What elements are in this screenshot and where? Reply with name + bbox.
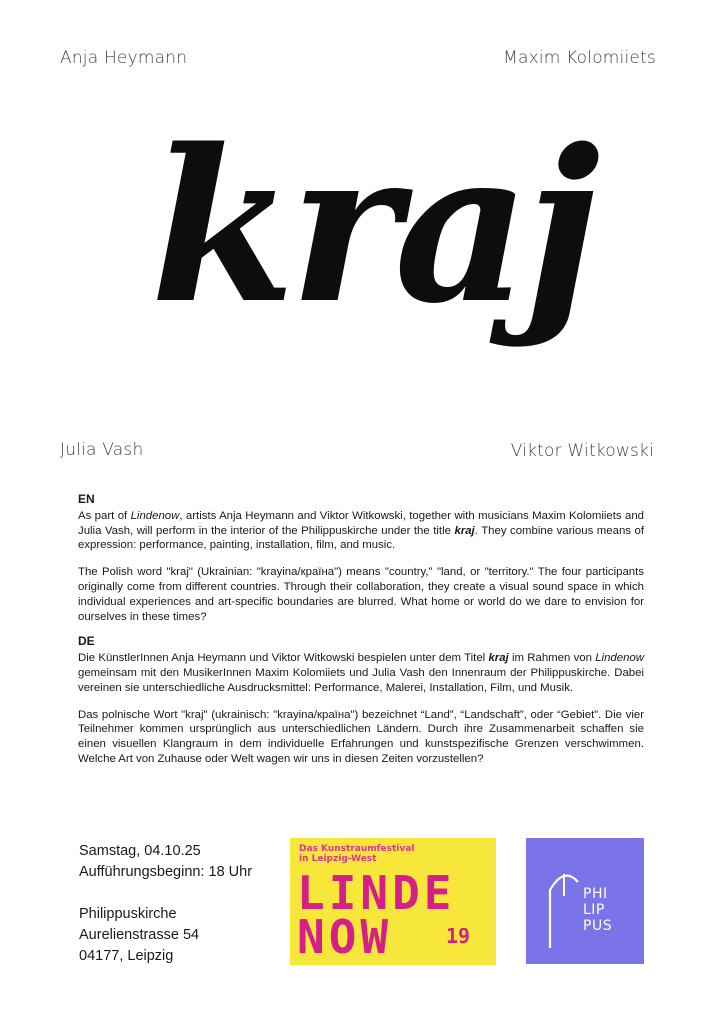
en-p1-mid: , artists Anja Heymann and Viktor Witkowski, together with musicians Maxim Kolomiiets and Julia Vash, will perform in the interior of the Philippuskirche under the title [78,509,644,537]
de-lindenow: Lindenow [595,652,644,665]
lindenow-edition-number: 19 [446,924,471,948]
lindenow-word-linde: LINDE [297,866,456,920]
title-block [150,82,595,422]
philippus-line-2: LIP [583,902,605,918]
en-p1-end: . They combine various means of expression: performance, painting, installation, film, and music. [78,524,644,552]
artist-name-julia-vash: Julia Vash [60,440,144,460]
english-paragraph-1 [78,509,644,553]
english-label: EN [78,492,95,506]
artist-name-maxim-kolomiiets: Maxim Kolomiiets [503,48,656,68]
artist-name-viktor-witkowski: Viktor Witkowski [510,441,654,461]
event-date: Samstag, 04.10.25 [79,843,201,859]
de-p1-end: gemeinsam mit den MusikerInnen Maxim Kolomiiets und Julia Vash den Innenraum der Philippuskirche. Dabei vereinen sie unterschiedliche Ausdrucksmittel: Performance, Malerei, Installation, Film, und Musik. [78,666,644,694]
english-paragraph-2: The Polish word "kraj" (Ukrainian: "krayina/країна") means "country," "land, or "territory." The four participants originally come from different countries. Through their collaboration, they create a visual sound space in which individual experiences and art-specific boundaries are blurred. What home or world do we dare to envision for ourselves in these times? [78,566,644,623]
lindenow-festival-line-1: Das Kunstraumfestival [299,844,415,854]
lindenow-festival-text [299,844,414,864]
venue-name: Philippuskirche [79,906,177,922]
philippus-line-1: PHI [583,886,608,902]
german-paragraph-1 [78,651,644,695]
event-info [79,841,252,967]
lindenow-logo [290,838,496,965]
event-start-time: Aufführungsbeginn: 18 Uhr [79,864,253,880]
de-kraj: kraj [488,652,509,665]
church-arch-icon [540,860,588,950]
en-p1-start: As part of [78,509,131,522]
lindenow-festival-line-2: in Leipzig-West [299,854,377,864]
venue-city: 04177, Leipzig [79,948,174,964]
description-text [78,492,644,779]
philippus-logo [526,838,644,964]
title-kraj: kraj [150,103,595,350]
en-kraj: kraj [454,524,475,537]
german-label: DE [78,634,95,649]
artist-name-anja-heymann: Anja Heymann [60,48,188,68]
lindenow-word-now: NOW [297,910,393,964]
de-p1-mid: im Rahmen von [508,652,596,665]
venue-street: Aurelienstrasse 54 [79,927,200,943]
german-paragraph-2: Das polnische Wort "kraj" (ukrainisch: "krayina/країна") bezeichnet “Land”, “Landschaft”, oder “Gebiet”. Die vier Teilnehmer kommen ursprünglich aus unterschiedlichen Ländern. Durch ihre Zusammenarbeit schaffen sie einen visuellen Klangraum in dem individuelle Erfahrungen und kunstspezifische Grenzen verschwimmen. Welche Art von Zuhause oder Welt wagen wir uns in diesen Zeiten vorzustellen? [78,708,644,765]
de-p1-start: Die KünstlerInnen Anja Heymann und Viktor Witkowski bespielen unter dem Titel [78,652,489,665]
en-lindenow: Lindenow [130,509,180,522]
philippus-line-3: PUS [583,918,613,934]
